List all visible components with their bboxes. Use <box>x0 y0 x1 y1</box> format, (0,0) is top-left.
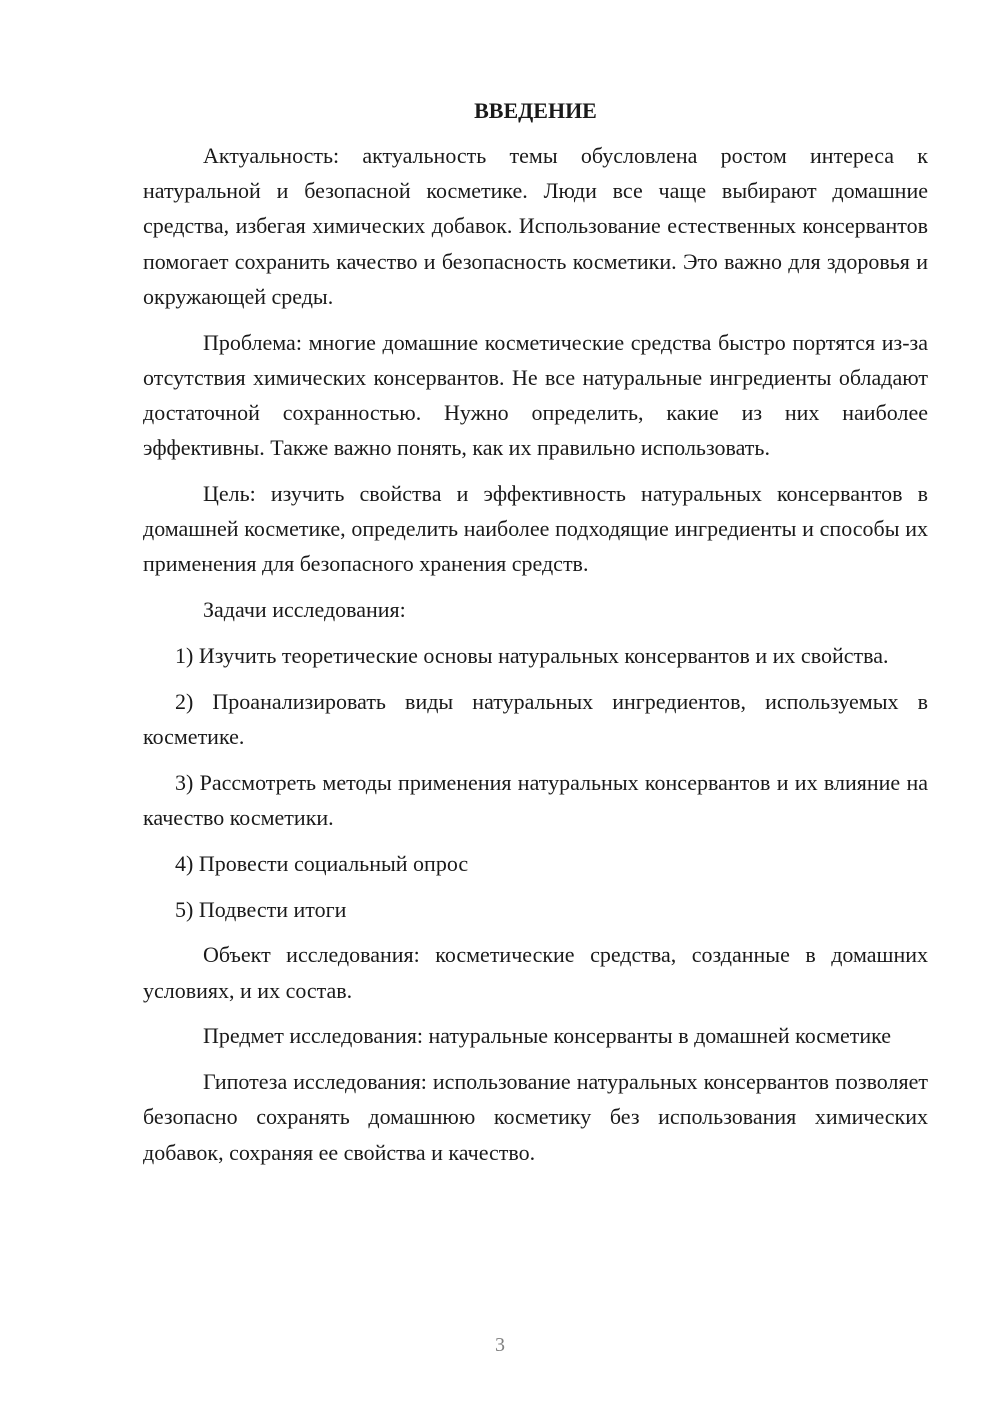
page-title: ВВЕДЕНИЕ <box>474 98 597 123</box>
goal-paragraph: Цель: изучить свойства и эффективность натуральных консервантов в домашней косметике, определить наиболее подходящие ингредиенты и способы их применения для безопасного хранения средств. <box>143 481 928 577</box>
page-number: 3 <box>495 1334 505 1356</box>
task-item-2: 2) Проанализировать виды натуральных ингредиентов, используемых в косметике. <box>143 688 928 750</box>
hypothesis-paragraph: Гипотеза исследования: использование натуральных консервантов позволяет безопасно сохранять домашнюю косметику без использования химических добавок, сохраняя ее свойства и качество. <box>143 1069 928 1165</box>
object-paragraph: Объект исследования: косметические средства, созданные в домашних условиях, и их состав. <box>143 942 928 1003</box>
task-item-5: 5) Подвести итоги <box>175 896 347 922</box>
problem-paragraph: Проблема: многие домашние косметические средства быстро портятся из-за отсутствия химических консервантов. Не все натуральные ингредиенты обладают достаточной сохранностью. Нужно определить, какие из них наиболее эффективны. Также важно понять, как их правильно использовать. <box>143 329 928 461</box>
relevance-paragraph: Актуальность: актуальность темы обусловлена ростом интереса к натуральной и безопасной косметике. Люди все чаще выбирают домашние средства, избегая химических добавок. Использование естественных консервантов помогает сохранить качество и безопасность косметики. Это важно для здоровья и окружающей среды. <box>143 143 928 309</box>
task-item-3: 3) Рассмотреть методы применения натуральных консервантов и их влияние на качество косметики. <box>143 769 928 831</box>
document-page <box>143 96 928 1180</box>
task-item-1: 1) Изучить теоретические основы натуральных консервантов и их свойства. <box>175 643 889 669</box>
subject-paragraph: Предмет исследования: натуральные консерванты в домашней косметике <box>203 1023 892 1049</box>
task-item-4: 4) Провести социальный опрос <box>175 850 469 876</box>
tasks-title: Задачи исследования: <box>203 597 406 623</box>
